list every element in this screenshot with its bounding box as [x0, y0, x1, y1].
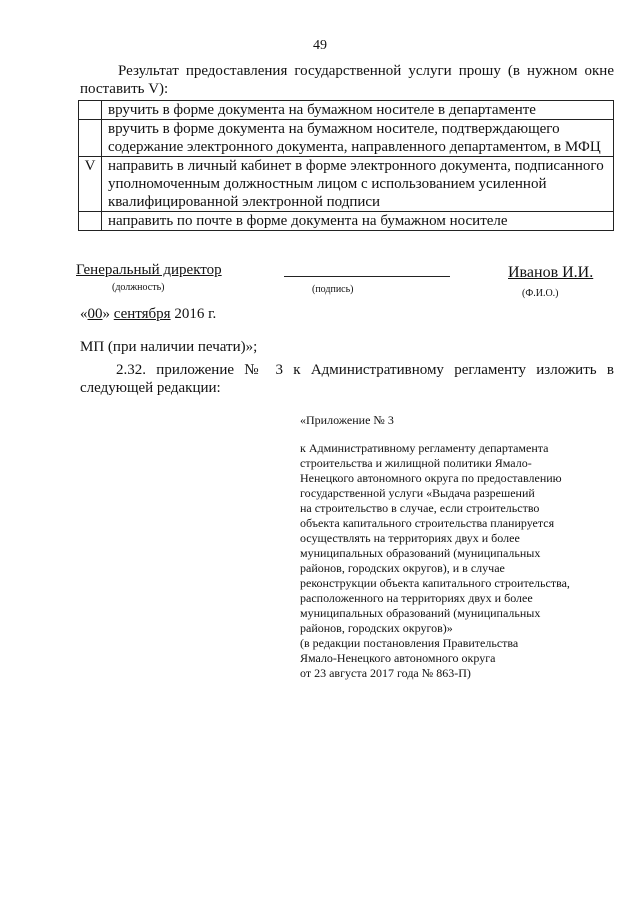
option-text: направить по почте в форме документа на бумажном носителе	[102, 212, 614, 231]
signature-block	[76, 262, 616, 306]
option-text: вручить в форме документа на бумажном носителе в департаменте	[102, 101, 614, 120]
date-year: 2016 г.	[174, 306, 217, 322]
appendix-line: расположенного на территориях двух и более	[300, 591, 533, 605]
option-text: вручить в форме документа на бумажном носителе, подтверждающего содержание электронного документа, направленного департаментом, в МФЦ	[102, 120, 614, 157]
appendix-line: осуществлять на территориях двух и более	[300, 531, 520, 545]
signer-position: Генеральный директор	[76, 262, 222, 278]
option-checkbox-cell[interactable]	[79, 120, 102, 157]
appendix-line: Ямало-Ненецкого автономного округа	[300, 651, 496, 665]
date-month: сентября	[113, 306, 171, 322]
stamp-note: МП (при наличии печати)»;	[80, 339, 258, 355]
signature-caption: (подпись)	[312, 284, 354, 295]
appendix-line: районов, городских округов), и в случае	[300, 561, 505, 575]
option-checkbox-cell[interactable]	[79, 101, 102, 120]
name-caption: (Ф.И.О.)	[522, 288, 559, 299]
option-checkbox-cell[interactable]	[79, 212, 102, 231]
intro-paragraph: Результат предоставления государственной услуги прошу (в нужном окне поставить V):	[80, 63, 614, 97]
date-close-quote: »	[102, 306, 110, 322]
signature-line	[284, 276, 450, 277]
appendix-line: государственной услуги «Выдача разрешений	[300, 486, 535, 500]
position-caption: (должность)	[112, 282, 165, 293]
signature-date	[80, 306, 216, 323]
option-row	[79, 157, 614, 212]
appendix-line: реконструкции объекта капитального строительства,	[300, 576, 570, 590]
appendix-description	[300, 441, 620, 681]
option-checkbox-cell[interactable]: V	[79, 157, 102, 212]
option-row	[79, 101, 614, 120]
appendix-line: районов, городских округов)»	[300, 621, 453, 635]
signer-name: Иванов И.И.	[508, 264, 594, 281]
appendix-line: от 23 августа 2017 года № 863-П)	[300, 666, 471, 680]
page-number: 49	[313, 38, 327, 53]
option-text: направить в личный кабинет в форме электронного документа, подписанного уполномоченным должностным лицом с использованием усиленной квалифицированной электронной подписи	[102, 157, 614, 212]
appendix-line: к Административному регламенту департамента	[300, 441, 549, 455]
date-day: 00	[87, 306, 103, 322]
appendix-title: «Приложение № 3	[300, 413, 394, 427]
appendix-line: (в редакции постановления Правительства	[300, 636, 519, 650]
amendment-paragraph: 2.32. приложение № 3 к Административному регламенту изложить в следующей редакции:	[80, 362, 614, 396]
option-row	[79, 212, 614, 231]
appendix-line: на строительство в случае, если строительство	[300, 501, 540, 515]
delivery-options-table	[78, 100, 614, 231]
appendix-line: объекта капитального строительства планируется	[300, 516, 555, 530]
date-open-quote: «	[80, 306, 88, 322]
appendix-line: Ненецкого автономного округа по предоставлению	[300, 471, 562, 485]
appendix-line: муниципальных образований (муниципальных	[300, 546, 541, 560]
option-row	[79, 120, 614, 157]
appendix-line: строительства и жилищной политики Ямало-	[300, 456, 532, 470]
appendix-line: муниципальных образований (муниципальных	[300, 606, 541, 620]
